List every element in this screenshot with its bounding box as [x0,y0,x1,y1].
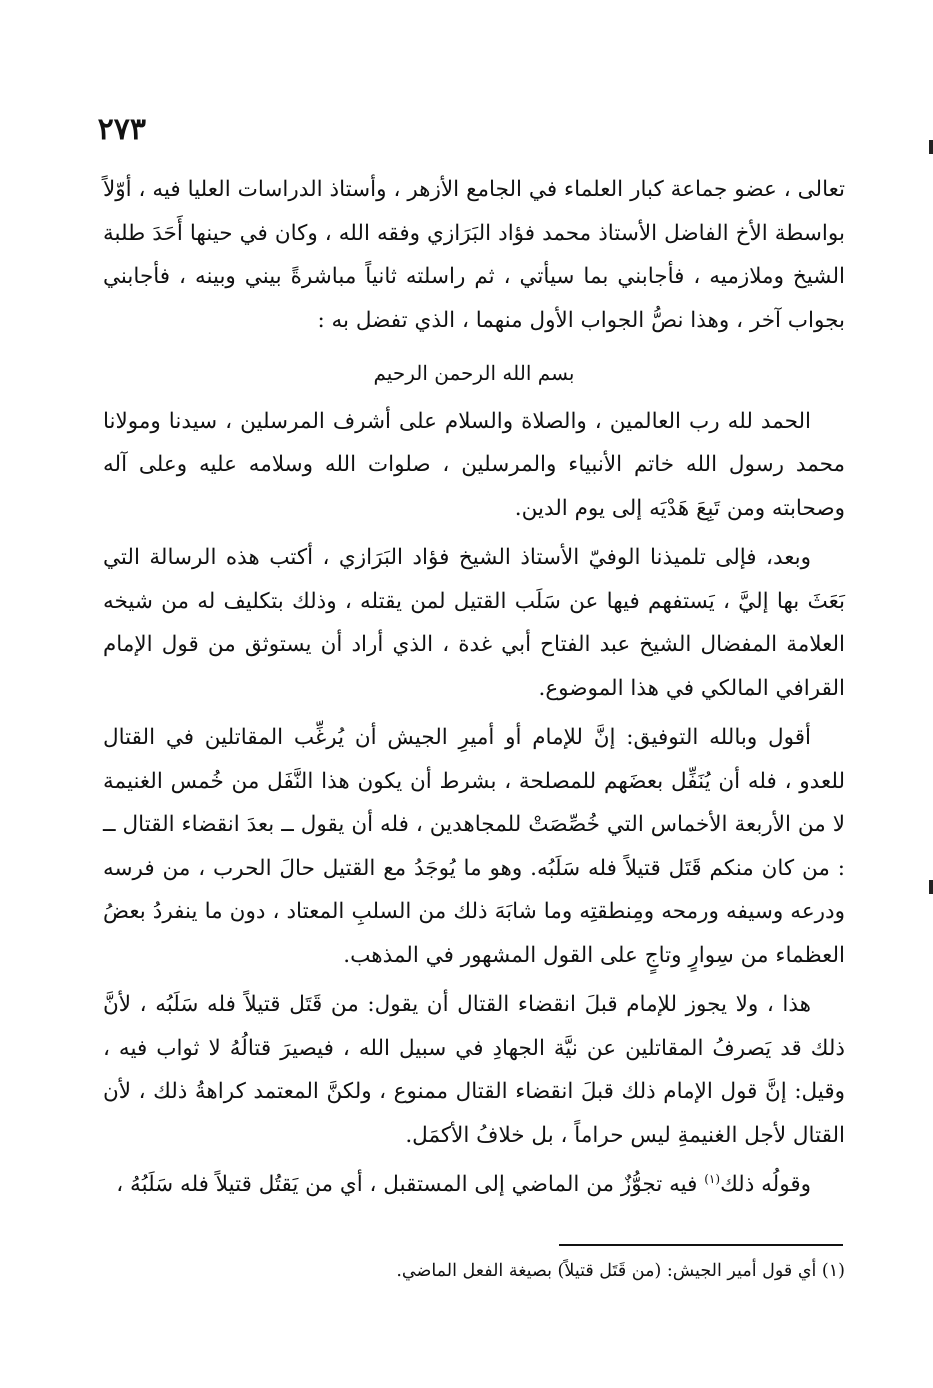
paragraph: تعالى ، عضو جماعة كبار العلماء في الجامع الأزهر ، وأستاذ الدراسات العليا فيه ، أوّلاً بواسطة الأخ الفاضل الأستاذ محمد فؤاد البَرَازي وفقه الله ، وكان في حينها أَحَدَ طلبة الشيخ وملازميه ، فأجابني بما سيأتي ، ثم راسلته ثانياً مباشرةً بيني وبينه ، فأجابني بجواب آخر ، وهذا نصُّ الجواب الأول منهما ، الذي تفضل به : [103,177,845,333]
footnote: (١) أي قول أمير الجيش: (من قَتَل قتيلاً) بصيغة الفعل الماضي. [396,1261,845,1281]
body-text [103,168,845,1207]
margin-mark [929,880,933,894]
paragraph [103,1163,845,1207]
paragraph: وبعد، فإلى تلميذنا الوفيّ الأستاذ الشيخ فؤاد البَرَازي ، أكتب هذه الرسالة التي بَعَثَ بها إليَّ ، يَستفهم فيها عن سَلَب القتيل لمن يقتله ، وذلك بتكليف له من شيخه العلامة المفضال الشيخ عبد الفتاح أبي غدة ، الذي أراد أن يستوثق من قول الإمام القرافي المالكي في هذا الموضوع. [103,545,845,701]
margin-mark [929,140,933,154]
paragraph: هذا ، ولا يجوز للإمام قبلَ انقضاء القتال أن يقول: من قَتَل قتيلاً فله سَلَبُه ، لأنَّ ذلك قد يَصرفُ المقاتلين عن نيَّة الجهادِ في سبيل الله ، فيصيرَ قتالُهُ لا ثواب فيه ، وقيل: إنَّ قول الإمام ذلك قبلَ انقضاء القتال ممنوع ، ولكنَّ المعتمد كراهةُ ذلك ، لأن القتال لأجل الغنيمةِ ليس حراماً ، بل خلافُ الأكمَل. [103,992,845,1148]
basmala-heading: بسم الله الرحمن الرحيم [373,361,575,385]
footnote-reference: (١) [704,1171,721,1186]
paragraph-text-end: فيه تجوُّزٌ من الماضي إلى المستقبل ، أي من يَقتُل قتيلاً فله سَلَبُهُ ، [116,1172,705,1197]
paragraph-text-start: وقولُه ذلك [720,1172,811,1197]
page-number: ٢٧٣ [97,112,146,147]
paragraph: الحمد لله رب العالمين ، والصلاة والسلام على أشرف المرسلين ، سيدنا ومولانا محمد رسول الله خاتم الأنبياء والمرسلين ، صلوات الله وسلامه عليه وعلى آله وصحابته ومن تَبِعَ هَدْيَه إلى يوم الدين. [103,408,845,521]
paragraph: أقول وبالله التوفيق: إنَّ للإمام أو أميرِ الجيش أن يُرغِّب المقاتلين في القتال للعدو ، فله أن يُنَفِّل بعضَهم للمصلحة ، بشرط أن يكون هذا النَّفَل من خُمس الغنيمة لا من الأربعة الأخماس التي خُصِّصَتْ للمجاهدين ، فله أن يقول ــ بعدَ انقضاء القتال ــ : من كان منكم قَتَل قتيلاً فله سَلَبُه. وهو ما يُوجَدُ مع القتيل حالَ الحرب ، من فرسه ودرعه وسيفه ورمحه ومِنطقتِه وما شابَهَ ذلك من السلبِ المعتاد ، دون ما ينفردُ بعضُ العظماء من سِوارٍ وتاجٍ على القول المشهور في المذهب. [103,725,845,968]
footnote-separator [559,1244,843,1246]
